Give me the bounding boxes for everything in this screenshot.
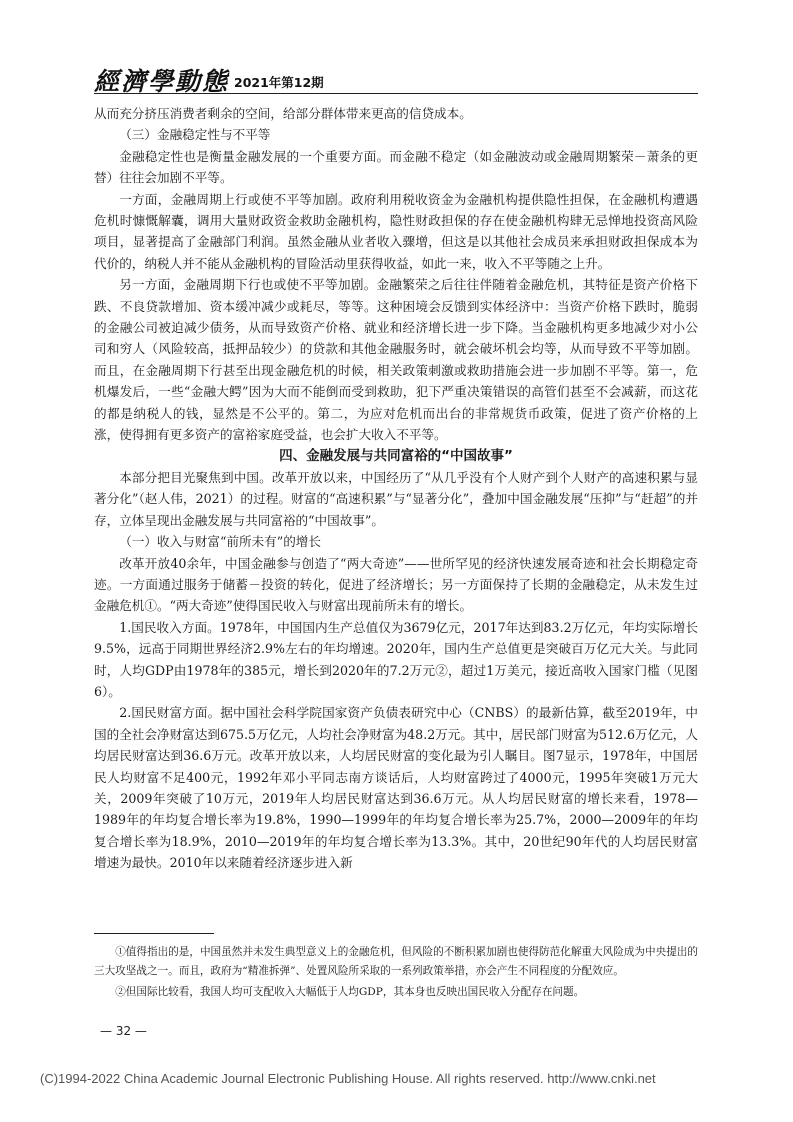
journal-name: 經濟學動態 xyxy=(94,67,230,96)
paragraph: 本部分把目光聚焦到中国。改革开放以来，中国经历了“从几乎没有个人财产到个人财产的高速积累与显著分化”（赵人伟，2021）的过程。财富的“高速积累”与“显著分化”，叠加中国金融发展“压抑”与“赶超”的并存，立体呈现出金融发展与共同富裕的“中国故事”。 xyxy=(94,469,698,528)
paragraph-continuation: 从而充分挤压消费者剩余的空间，给部分群体带来更高的信贷成本。 xyxy=(94,106,472,121)
page-number: — 32 — xyxy=(100,1024,147,1038)
article-body xyxy=(94,103,698,874)
issue-label: 2021年第12期 xyxy=(234,75,324,90)
paragraph: 另一方面，金融周期下行也或使不平等加剧。金融繁荣之后往往伴随着金融危机，其特征是资产价格下跌、不良贷款增加、资本缓冲减少或耗尽，等等。这种困境会反馈到实体经济中：当资产价格下跌时，脆弱的金融公司被迫减少债务，从而导致资产价格、就业和经济增长进一步下降。当金融机构更多地减少对小公司和穷人（风险较高，抵押品较少）的贷款和其他金融服务时，就会破坏机会均等，从而导致不平等加剧。而且，在金融周期下行甚至出现金融危机的时候，相关政策刺激或救助措施会进一步加剧不平等。第一，危机爆发后，一些“金融大鳄”因为大而不能倒而受到救助，犯下严重决策错误的高管们甚至不会减薪，而这花的都是纳税人的钱，显然是不公平的。第二，为应对危机而出台的非常规货币政策，促进了资产价格的上涨，使得拥有更多资产的富裕家庭受益，也会扩大收入不平等。 xyxy=(94,277,698,443)
subsection-heading-3: （三）金融稳定性与不平等 xyxy=(119,127,271,143)
copyright-line: (C)1994-2022 China Academic Journal Electronic Publishing House. All rights reserved. http://www.cnki.net xyxy=(40,1071,656,1086)
footnote-2: ②但国际比较看，我国人均可支配收入大幅低于人均GDP，其本身也反映出国民收入分配存在问题。 xyxy=(115,986,585,998)
footnote-1: ①值得指出的是，中国虽然并未发生典型意义上的金融危机，但风险的不断积累加剧也使得防范化解重大风险成为中央提出的三大攻坚战之一。而且，政府为“精准拆弹”、处置风险所采取的一系列政策举措，亦会产生不同程度的分配效应。 xyxy=(94,946,698,977)
paragraph: 一方面，金融周期上行或使不平等加剧。政府利用税收资金为金融机构提供隐性担保，在金融机构遭遇危机时慷慨解囊，调用大量财政资金救助金融机构，隐性财政担保的存在使金融机构肆无忌惮地投资高风险项目，显著提高了金融部门利润。虽然金融从业者收入骤增，但这是以其他社会成员来承担财政担保成本为代价的，纳税人并不能从金融机构的冒险活动里获得收益，如此一来，收入不平等随之上升。 xyxy=(94,191,698,271)
paragraph: 改革开放40余年，中国金融参与创造了“两大奇迹”——世所罕见的经济快速发展奇迹和社会长期稳定奇迹。一方面通过服务于储蓄－投资的转化，促进了经济增长；另一方面保持了长期的金融稳定，从未发生过金融危机①。“两大奇迹”使得国民收入与财富出现前所未有的增长。 xyxy=(94,555,698,614)
subsection-heading-4-1: （一）收入与财富“前所未有”的增长 xyxy=(119,534,321,550)
paragraph: 2.国民财富方面。据中国社会科学院国家资产负债表研究中心（CNBS）的最新估算，截至2019年，中国的全社会净财富达到675.5万亿元，人均社会净财富为48.2万元。其中，居民部门财富为512.6万亿元，人均居民财富达到36.6万元。改革开放以来，人均居民财富的变化最为引人瞩目。图7显示，1978年，中国居民人均财富不足400元，1992年邓小平同志南方谈话后，人均财富跨过了4000元，1995年突破1万元大关，2009年突破了10万元，2019年人均居民财富达到36.6万元。从人均居民财富的增长来看，1978—1989年的年均复合增长率为19.8%，1990—1999年的年均复合增长率为25.7%，2000—2009年的年均复合增长率为18.9%，2010—2019年的年均复合增长率为13.3%。其中，20世纪90年代的人均居民财富增速为最快。2010年以来随着经济逐步进入新 xyxy=(94,705,698,871)
running-header xyxy=(94,64,698,96)
section-heading-4: 四、金融发展与共同富裕的“中国故事” xyxy=(279,447,513,464)
paragraph: 1.国民收入方面。1978年，中国国内生产总值仅为3679亿元，2017年达到83.2万亿元，年均实际增长9.5%，远高于同期世界经济2.9%左右的年均增速。2020年，国内生产总值更是突破百万亿元大关。与此同时，人均GDP由1978年的385元，增长到2020年的7.2万元②，超过1万美元，接近高收入国家门槛（见图6）。 xyxy=(94,619,698,699)
footnotes xyxy=(94,943,698,1004)
header-rule xyxy=(94,93,698,94)
paragraph: 金融稳定性也是衡量金融发展的一个重要方面。而金融不稳定（如金融波动或金融周期繁荣－萧条的更替）往往会加剧不平等。 xyxy=(94,148,698,186)
footnote-rule xyxy=(94,933,214,934)
